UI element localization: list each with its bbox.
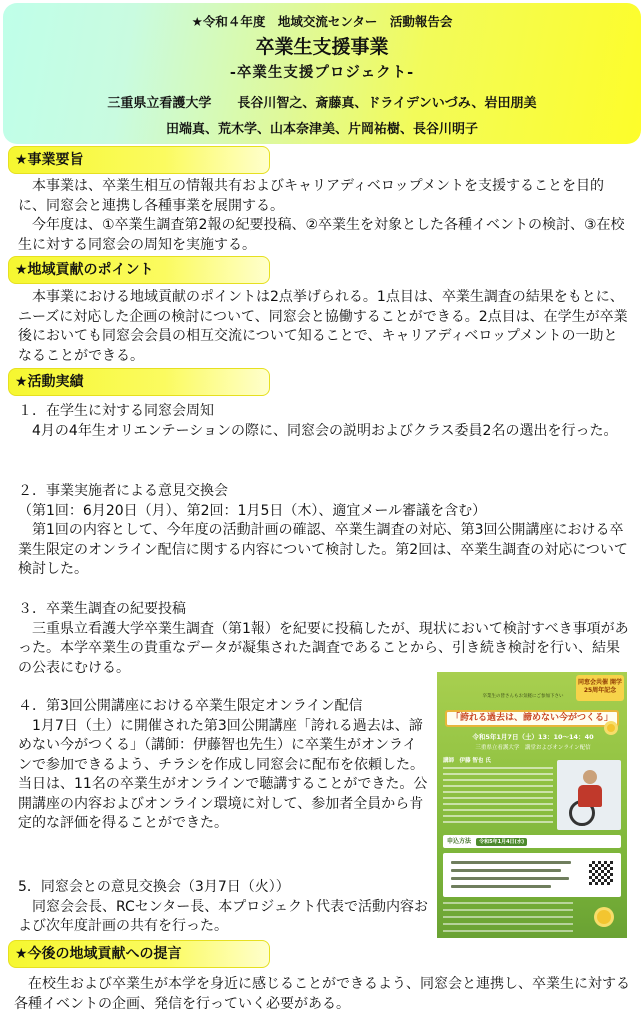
section-heading-activities: ★活動実績 bbox=[8, 368, 270, 396]
section-heading-summary: ★事業要旨 bbox=[8, 146, 270, 174]
future-paragraph-1: 在校生および卒業生が本学を身近に感じることができるよう、同窓会と連携し、卒業生に対する各種イベントの企画、発信を行っていく必要がある。 bbox=[14, 976, 630, 1012]
flyer-apply-deadline: 令和5年1月4日(水) bbox=[476, 838, 527, 846]
report-subtitle: -卒業生支援プロジェクト- bbox=[229, 65, 415, 81]
activity-item-1 bbox=[18, 402, 630, 441]
authors-line-2: 田端真、荒木学、山本奈津美、片岡祐樹、長谷川明子 bbox=[165, 122, 478, 137]
flyer-description-lines bbox=[443, 767, 553, 827]
activity-5-body: 同窓会会長、RCセンター長、本プロジェクト代表で活動内容および次年度計画の共有を行った。 bbox=[18, 898, 428, 934]
activity-item-5 bbox=[18, 878, 430, 937]
activity-1-title: １．在学生に対する同窓会周知 bbox=[18, 403, 214, 419]
section-heading-contribution: ★地域貢献のポイント bbox=[8, 256, 270, 284]
report-category: ★令和４年度 地域交流センター 活動報告会 bbox=[191, 14, 453, 29]
activity-item-2 bbox=[18, 482, 630, 580]
activity-1-body: 4月の4年生オリエンテーションの際に、同窓会の説明およびクラス委員2名の選出を行った。 bbox=[18, 422, 618, 439]
flyer-anniversary-badge: 同窓会共催 開学25周年記念 bbox=[576, 675, 624, 701]
flyer-apply-label: 申込方法 bbox=[447, 838, 472, 845]
activity-5-title: 5．同窓会との意見交換会（3月7日（火）） bbox=[18, 879, 290, 895]
qr-code-icon bbox=[587, 859, 615, 887]
report-title: 卒業生支援事業 bbox=[255, 36, 389, 58]
flyer-apply-bar bbox=[443, 835, 621, 848]
summary-paragraph-2: 今年度は、①卒業生調査第2報の紀要投稿、②卒業生を対象とした各種イベントの検討、③在校生に対する同窓会の周知を実施する。 bbox=[18, 217, 625, 253]
flyer-date: 令和5年1月7日（土）13：10～14：40 bbox=[472, 733, 594, 741]
activity-2-title: ２．事業実施者による意見交換会 bbox=[18, 483, 228, 499]
activity-item-3 bbox=[18, 600, 630, 678]
report-header bbox=[3, 3, 641, 144]
section-heading-future: ★今後の地域貢献への提言 bbox=[8, 940, 270, 968]
activity-3-body: 三重県立看護大学卒業生調査（第1報）を紀要に投稿したが、現状において検討すべき事項があった。本学卒業生の貴重なデータが凝集された調査であることから、引き続き検討を行い、結果の公表にむける。 bbox=[18, 620, 629, 676]
summary-paragraph-1: 本事業は、卒業生相互の情報共有およびキャリアディベロップメントを支援することを目的に、同窓会と連携し各種事業を展開する。 bbox=[18, 178, 605, 214]
flyer-instructions-box bbox=[443, 853, 621, 897]
flyer-line bbox=[451, 861, 571, 864]
flyer-lecturer: 講師 伊藤 智也 氏 bbox=[443, 758, 491, 764]
activity-2-body: 第1回の内容として、今年度の活動計画の確認、卒業生調査の対応、第3回公開講座における卒業生限定のオンライン配信に関する内容について検討した。第2回は、卒業生調査の対応について検討した。 bbox=[18, 522, 628, 577]
flyer-footer-lines bbox=[443, 902, 573, 932]
flyer-line bbox=[451, 869, 561, 872]
flower-icon bbox=[607, 724, 615, 732]
contribution-body bbox=[18, 288, 630, 366]
flower-icon bbox=[597, 910, 611, 924]
lecture-flyer-image bbox=[437, 672, 627, 938]
activity-3-title: ３．卒業生調査の紀要投稿 bbox=[18, 601, 186, 617]
flyer-title: 「誇れる過去は、諦めない今がつくる」 bbox=[445, 710, 619, 727]
authors-line-1: 三重県立看護大学 長谷川智之、斎藤真、ドライデンいづみ、岩田朋美 bbox=[107, 96, 537, 111]
flyer-line bbox=[451, 885, 551, 888]
flyer-intro-text: 卒業生の皆さんもお気軽にご参加下さい bbox=[482, 694, 564, 699]
summary-body bbox=[18, 177, 630, 255]
flyer-line bbox=[451, 877, 569, 880]
activity-4-body: 1月7日（土）に開催された第3回公開講座「誇れる過去は、諦めない今がつくる」（講師：伊藤智也先生）に卒業生がオンラインで参加できるよう、チラシを作成し同窓会に配布を依頼した。当日は、11名の卒業生がオンラインで聴講することができた。公開講座の内容およびオンライン環境に対して、参加者全員から肯定的な評価を得ることができた。 bbox=[18, 717, 428, 831]
activity-4-title: ４．第3回公開講座における卒業生限定オンライン配信 bbox=[18, 698, 363, 714]
flyer-venue: 三重県立看護大学 講堂およびオンライン配信 bbox=[475, 745, 591, 751]
future-body bbox=[14, 975, 634, 1014]
lecturer-photo bbox=[557, 760, 621, 830]
activity-2-dates: （第1回：6月20日（月）、第2回：1月5日（木）、適宜メール審議を含む） bbox=[18, 502, 487, 519]
activity-item-4 bbox=[18, 697, 430, 834]
person-body-shape bbox=[578, 785, 602, 807]
contribution-paragraph-1: 本事業における地域貢献のポイントは2点挙げられる。1点目は、卒業生調査の結果をもとに、ニーズに対応した企画の検討について、同窓会と協働することができる。2点目は、在学生が卒業後においても同窓会会員の相互交流について知ることで、キャリアディベロップメントの一助となることができる。 bbox=[18, 289, 628, 364]
person-head-shape bbox=[583, 770, 597, 784]
